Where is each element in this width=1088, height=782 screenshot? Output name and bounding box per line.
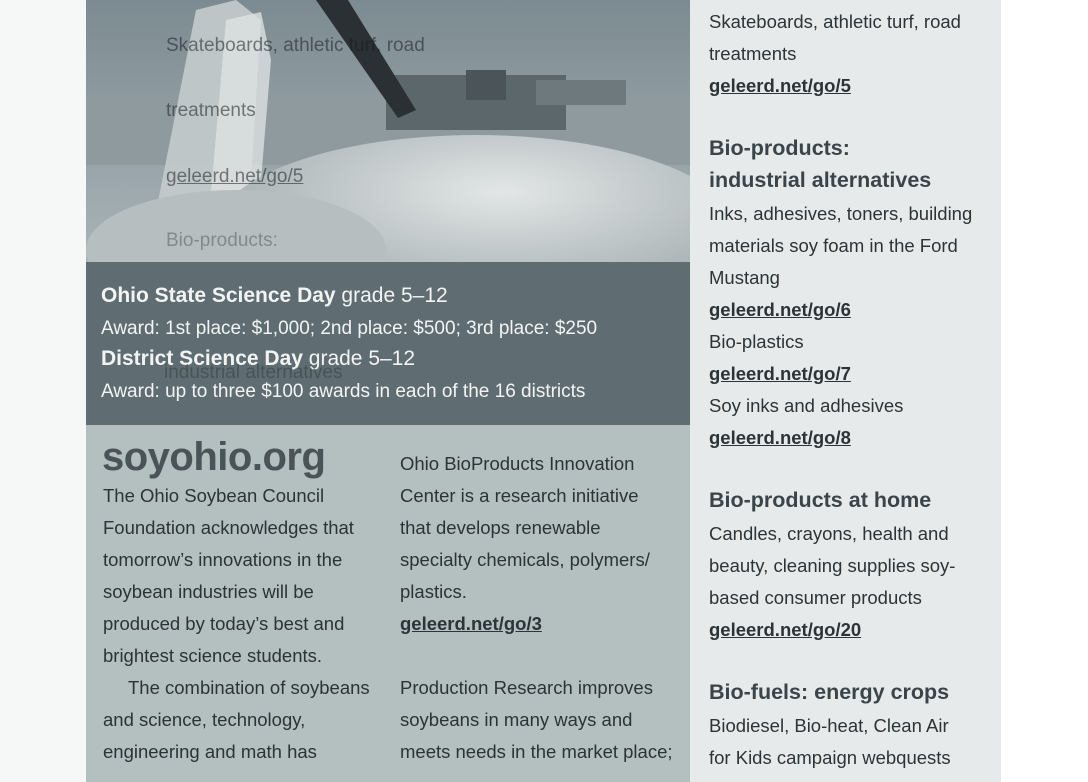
body-text-line: Inks, adhesives, toners, building <box>709 203 973 224</box>
industrial-link[interactable]: geleerd.net/go/6 <box>709 299 851 320</box>
bioproducts-link[interactable]: geleerd.net/go/3 <box>400 613 542 634</box>
body-text-line: beauty, cleaning supplies soy- <box>709 555 956 576</box>
body-text-line: meets needs in the market place; <box>400 741 673 762</box>
soyohio-panel <box>86 425 690 782</box>
body-text-line: Mustang <box>709 267 780 288</box>
body-text-line: produced by today’s best and <box>103 613 345 634</box>
ohio-award-text: Award: 1st place: $1,000; 2nd place: $500; 3rd place: $250 <box>101 318 598 339</box>
body-text-line: Foundation acknowledges that <box>103 517 354 538</box>
body-text-line: specialty chemicals, polymers/ <box>400 549 650 570</box>
body-text-line: for Kids campaign webquests <box>709 747 951 768</box>
right-margin <box>1001 0 1088 782</box>
body-text-line: Candles, crayons, health and <box>709 523 949 544</box>
section-heading: Bio-fuels: energy crops <box>709 680 950 704</box>
overlay-text-line: treatments <box>166 100 256 121</box>
overlay-text-link: geleerd.net/go/5 <box>166 166 304 187</box>
body-text-line: engineering and math has <box>103 741 317 762</box>
award-banner <box>86 262 690 425</box>
body-text-line: soybean industries will be <box>103 581 314 602</box>
ohio-science-day-heading: Ohio State Science Day grade 5–12 <box>101 284 448 307</box>
body-text-line: Center is a research initiative <box>400 485 639 506</box>
left-margin <box>0 0 86 782</box>
home-products-link[interactable]: geleerd.net/go/20 <box>709 619 862 640</box>
body-text-line: The combination of soybeans <box>128 677 370 698</box>
body-text-line: Ohio BioProducts Innovation <box>400 453 635 474</box>
turf-link[interactable]: geleerd.net/go/5 <box>709 75 851 96</box>
body-text-line: and science, technology, <box>103 709 306 730</box>
body-text-line: treatments <box>709 43 797 64</box>
body-text-line: Skateboards, athletic turf, road <box>709 11 961 32</box>
soy-inks-link[interactable]: geleerd.net/go/8 <box>709 427 851 448</box>
harvest-photo <box>86 0 690 262</box>
body-text-line: brightest science students. <box>103 645 323 666</box>
overlay-text-line: Skateboards, athletic turf, road <box>166 35 425 56</box>
section-heading: Bio-products: <box>709 136 850 160</box>
body-text-line: The Ohio Soybean Council <box>103 485 325 506</box>
district-award-text: Award: up to three $100 awards in each of the 16 districts <box>101 381 586 402</box>
body-text-line: tomorrow’s innovations in the <box>103 549 343 570</box>
site-title: soyohio.org <box>102 435 326 479</box>
section-heading: Bio-products at home <box>709 488 932 512</box>
body-text-line: based consumer products <box>709 587 922 608</box>
district-science-day-heading: District Science Day grade 5–12 <box>101 347 416 370</box>
overlay-text-line: industrial alternatives <box>164 362 343 383</box>
overlay-text-line: Bio-products: <box>166 230 278 251</box>
intro-column <box>103 480 388 768</box>
bioproducts-column <box>400 448 685 768</box>
body-text-line: that develops renewable <box>400 517 601 538</box>
body-text-line: Soy inks and adhesives <box>709 395 904 416</box>
body-text-line: plastics. <box>400 581 467 602</box>
body-text-line: materials soy foam in the Ford <box>709 235 958 256</box>
body-text-line: Biodiesel, Bio-heat, Clean Air <box>709 715 949 736</box>
body-text-line: soybeans in many ways and <box>400 709 633 730</box>
resources-column <box>690 0 1001 782</box>
bioplastics-link[interactable]: geleerd.net/go/7 <box>709 363 851 384</box>
body-text-line: Production Research improves <box>400 677 653 698</box>
body-text-line: Bio-plastics <box>709 331 804 352</box>
section-heading: industrial alternatives <box>709 168 932 192</box>
